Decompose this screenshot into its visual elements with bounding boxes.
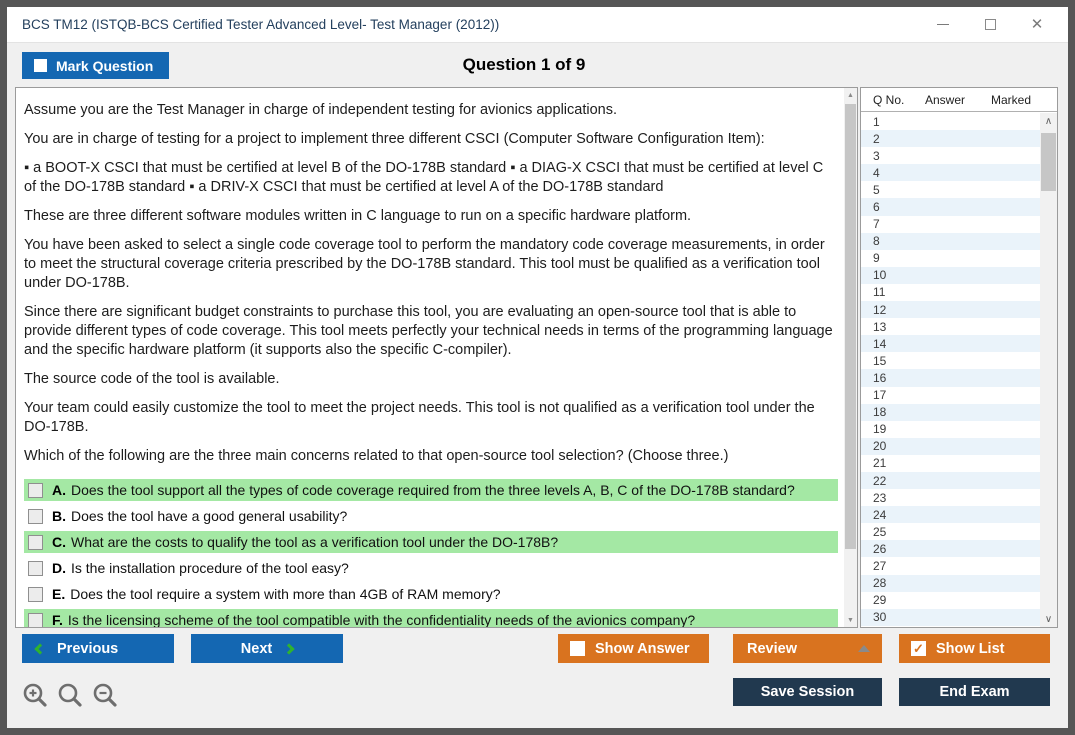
save-session-label: Save Session: [760, 684, 855, 700]
question-list-row[interactable]: [861, 438, 1040, 455]
question-content: [16, 88, 844, 627]
question-list-row[interactable]: [861, 421, 1040, 438]
close-button[interactable]: ✕: [1030, 16, 1044, 33]
question-list-row[interactable]: [861, 113, 1040, 130]
save-session-button[interactable]: [733, 678, 882, 706]
question-list-row[interactable]: [861, 147, 1040, 164]
question-number: 20: [873, 439, 887, 454]
question-list-row[interactable]: [861, 335, 1040, 352]
question-list-row[interactable]: [861, 455, 1040, 472]
question-list-row[interactable]: [861, 164, 1040, 181]
question-paragraph: Since there are significant budget constraints to purchase this tool, you are evaluating an open-source tool that is able to provide different types of code coverage. This tool meets perfectly your technical needs in terms of the programming language and the specific hardware platform (it supports also the specific C-compiler).: [24, 304, 833, 358]
column-marked: Marked: [991, 92, 1032, 107]
question-number: 16: [873, 370, 887, 385]
question-scrollbar-thumb[interactable]: [845, 104, 856, 549]
question-number: 1: [873, 114, 880, 129]
question-number: 26: [873, 541, 887, 556]
option-checkbox[interactable]: [28, 561, 43, 576]
minimize-button[interactable]: [936, 18, 950, 32]
answer-option[interactable]: [24, 505, 838, 527]
question-list-row[interactable]: [861, 472, 1040, 489]
question-number: 10: [873, 268, 887, 283]
question-number: 28: [873, 576, 887, 591]
question-paragraph: Your team could easily customize the tool to meet the project needs. This tool is not qualified as a verification tool under the DO-178B.: [24, 400, 815, 435]
question-paragraph: You have been asked to select a single code coverage tool to perform the mandatory code coverage measurements, in order to meet the structural coverage criteria prescribed by the DO-178B standard. This tool must be qualified as a verification tool under DO-178B.: [24, 237, 825, 291]
question-list-row[interactable]: [861, 352, 1040, 369]
question-list-header: [861, 88, 1057, 112]
question-number: 25: [873, 524, 887, 539]
chevron-left-icon: [34, 643, 45, 654]
triangle-up-icon: [858, 645, 870, 652]
check-icon: ✓: [913, 641, 924, 656]
question-number: 5: [873, 182, 880, 197]
mark-question-checkbox[interactable]: [34, 59, 47, 72]
question-number: 13: [873, 319, 887, 334]
question-list-row[interactable]: [861, 506, 1040, 523]
question-list-row[interactable]: [861, 233, 1040, 250]
app-window: [7, 7, 1068, 728]
option-letter: D.: [52, 560, 66, 576]
question-number: 11: [873, 285, 886, 300]
option-letter: C.: [52, 534, 66, 550]
question-list-row[interactable]: [861, 369, 1040, 386]
question-counter: Question 1 of 9: [462, 55, 586, 74]
show-answer-button[interactable]: [558, 634, 709, 663]
option-letter: F.: [52, 612, 63, 627]
option-checkbox[interactable]: [28, 613, 43, 628]
answer-option[interactable]: [24, 557, 838, 579]
question-paragraph: ▪ a BOOT-X CSCI that must be certified at level B of the DO-178B standard ▪ a DIAG-X CSCI that must be certified at level C of the DO-178B standard ▪ a DRIV-X CSCI that must be certified at level A of the DO-178B standard: [24, 160, 824, 195]
sidebar-scrollbar[interactable]: [1040, 113, 1057, 627]
zoom-tools: [22, 682, 118, 708]
main-area: [7, 87, 1068, 629]
option-text: Is the licensing scheme of the tool compatible with the confidentiality needs of the avionics company?: [67, 612, 696, 627]
question-number: 7: [873, 217, 880, 232]
question-number: 2: [873, 131, 880, 146]
question-list-rows: [861, 113, 1040, 627]
question-number: 8: [873, 234, 880, 249]
question-number: 15: [873, 353, 887, 368]
option-checkbox[interactable]: [28, 509, 43, 524]
show-answer-label: Show Answer: [595, 640, 690, 657]
question-list-row[interactable]: [861, 267, 1040, 284]
sidebar-scroll-up-icon[interactable]: ∧: [1044, 115, 1053, 127]
next-button[interactable]: [191, 634, 343, 663]
option-text: Does the tool require a system with more than 4GB of RAM memory?: [70, 586, 501, 602]
question-list-row[interactable]: [861, 404, 1040, 421]
question-number: 24: [873, 507, 887, 522]
maximize-button[interactable]: [983, 18, 997, 32]
question-number: 4: [873, 165, 880, 180]
review-dropdown[interactable]: [733, 634, 882, 663]
option-text: What are the costs to qualify the tool as a verification tool under the DO-178B?: [71, 534, 559, 550]
question-number: 14: [873, 336, 887, 351]
question-list-row[interactable]: [861, 609, 1040, 626]
question-paragraph: Which of the following are the three main concerns related to that open-source tool selection? (Choose three.): [24, 448, 729, 464]
question-number: 27: [873, 558, 887, 573]
question-number: 29: [873, 593, 887, 608]
scroll-up-icon[interactable]: ▲: [847, 91, 854, 99]
question-list-row[interactable]: [861, 540, 1040, 557]
previous-label: Previous: [57, 640, 119, 657]
end-exam-label: End Exam: [939, 684, 1010, 700]
maximize-icon: [985, 19, 996, 30]
question-number: 3: [873, 148, 880, 163]
show-list-checkbox[interactable]: [911, 641, 926, 656]
option-text: Does the tool have a good general usability?: [71, 508, 348, 524]
question-number: 21: [873, 456, 887, 471]
answer-option[interactable]: [24, 583, 838, 605]
question-list-row[interactable]: [861, 489, 1040, 506]
question-scrollbar[interactable]: [844, 88, 857, 627]
zoom-reset-icon[interactable]: [57, 682, 83, 708]
question-list-row[interactable]: [861, 592, 1040, 609]
next-label: Next: [240, 640, 273, 657]
sidebar-scroll-down-icon[interactable]: ∨: [1044, 613, 1053, 625]
question-number: 18: [873, 405, 887, 420]
question-list-row[interactable]: [861, 250, 1040, 267]
show-answer-checkbox[interactable]: [570, 641, 585, 656]
answer-option[interactable]: [24, 609, 838, 627]
question-number: 12: [873, 302, 887, 317]
scroll-down-icon[interactable]: ▼: [847, 616, 854, 624]
option-checkbox[interactable]: [28, 535, 43, 550]
question-list-row[interactable]: [861, 301, 1040, 318]
column-qno: Q No.: [873, 92, 905, 107]
question-number: 23: [873, 490, 887, 505]
question-list-row[interactable]: [861, 216, 1040, 233]
option-text: Is the installation procedure of the tool easy?: [71, 560, 349, 576]
option-checkbox[interactable]: [28, 483, 43, 498]
footer-bar: [7, 629, 1068, 728]
question-list-row[interactable]: [861, 198, 1040, 215]
question-number: 17: [873, 388, 887, 403]
zoom-in-icon[interactable]: [22, 682, 48, 708]
chevron-right-icon: [284, 643, 295, 654]
window-controls: [936, 18, 1044, 32]
title-bar: [7, 7, 1068, 43]
question-panel: [15, 87, 858, 628]
zoom-out-icon[interactable]: [92, 682, 118, 708]
question-list-row[interactable]: [861, 523, 1040, 540]
end-exam-button[interactable]: [899, 678, 1050, 706]
previous-button[interactable]: [22, 634, 174, 663]
sidebar-scrollbar-thumb[interactable]: [1041, 133, 1056, 191]
mark-question-label: Mark Question: [56, 57, 154, 74]
option-text: Does the tool support all the types of code coverage required from the three levels A, B, C of the DO-178B standard?: [71, 482, 795, 498]
question-list-row[interactable]: [861, 575, 1040, 592]
question-list-row[interactable]: [861, 284, 1040, 301]
question-number: 22: [873, 473, 887, 488]
question-list-row[interactable]: [861, 181, 1040, 198]
question-list-panel: [860, 87, 1058, 628]
question-list-row[interactable]: [861, 130, 1040, 147]
option-checkbox[interactable]: [28, 587, 43, 602]
question-paragraphs: [24, 101, 838, 466]
question-list-row[interactable]: [861, 557, 1040, 574]
question-list-row[interactable]: [861, 318, 1040, 335]
mark-question-button[interactable]: [22, 52, 169, 79]
question-number: 30: [873, 610, 887, 625]
question-number: 6: [873, 200, 880, 215]
question-paragraph: You are in charge of testing for a project to implement three different CSCI (Computer Software Configuration Item):: [24, 131, 765, 147]
option-letter: A.: [52, 482, 66, 498]
header-strip: [7, 43, 1068, 87]
show-list-label: Show List: [936, 640, 1005, 657]
option-letter: E.: [52, 586, 66, 602]
answer-options: [24, 479, 838, 627]
question-number: 19: [873, 422, 887, 437]
column-answer: Answer: [925, 92, 966, 107]
show-list-button[interactable]: [899, 634, 1050, 663]
option-letter: B.: [52, 508, 66, 524]
answer-option[interactable]: [24, 479, 838, 501]
question-paragraph: Assume you are the Test Manager in charge of independent testing for avionics applications.: [24, 102, 617, 118]
question-paragraph: The source code of the tool is available.: [24, 371, 280, 387]
question-list-row[interactable]: [861, 387, 1040, 404]
review-label: Review: [747, 640, 797, 657]
answer-option[interactable]: [24, 531, 838, 553]
question-paragraph: These are three different software modules written in C language to run on a specific hardware platform.: [24, 208, 692, 224]
question-number: 9: [873, 251, 880, 266]
minimize-icon: [937, 24, 949, 25]
window-title: BCS TM12 (ISTQB-BCS Certified Tester Advanced Level- Test Manager (2012)): [22, 17, 500, 32]
